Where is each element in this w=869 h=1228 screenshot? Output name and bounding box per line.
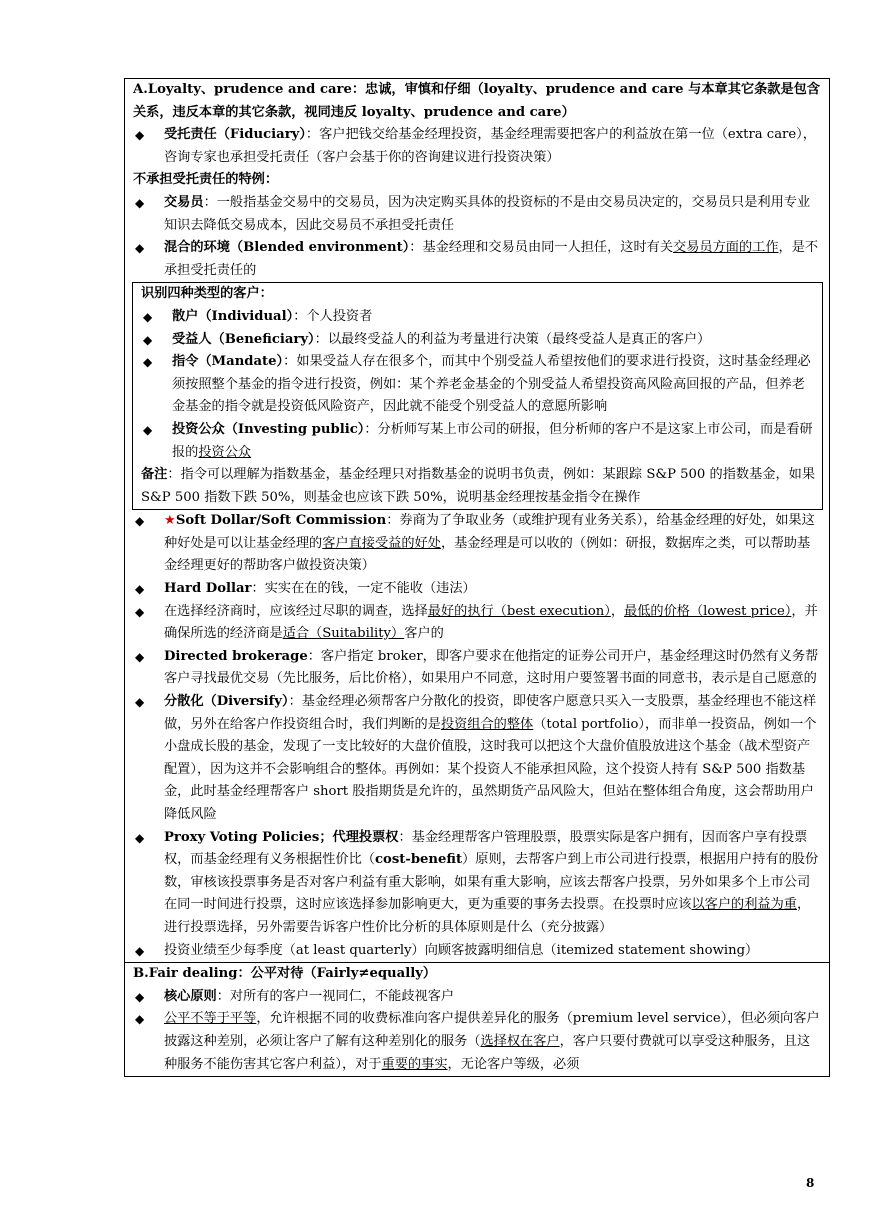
bullet-fiduciary [133, 124, 822, 169]
trader-term: 交易员 [164, 194, 204, 210]
bullet-diamond-icon: ◆ [135, 695, 145, 710]
bullet-fair-not-equal [133, 1008, 822, 1076]
fair-underline: 公平不等于平等 [164, 1011, 257, 1027]
core-text: ：对所有的客户一视同仁，不能歧视客户 [216, 988, 455, 1004]
cost-benefit-term: cost-benefit [375, 852, 463, 868]
choice-underline: 选择权在客户 [480, 1033, 560, 1049]
fiduciary-text: ：客户把钱交给基金经理投资，基金经理需要把客户的利益放在第一位（extra care），咨询专家也承担受托责任（客户会基于你的咨询建议进行投资决策） [164, 127, 816, 165]
soft-dollar-underline: 客户直接受益的好处 [322, 535, 441, 551]
bullet-proxy-voting [133, 827, 822, 940]
diversify-text-end: （total portfolio），而非单一投资品，例如一个小盘成长股的基金，发现了一支比较好的大盘价值股，这时我可以把这个大盘价值股放进这个基金（战术型资产配置），因为这并不会影响组合的整体。再例如：某个投资人不能承担风险，这个投资人持有 S&P 500 指数基金，此时基金经理帮客户 short 股指期货是允许的，虽然期货产品风险大，但站在整体组合角度，这会帮助用户降低风险 [164, 716, 817, 822]
diversify-term: 分散化（Diversify） [164, 694, 289, 710]
mandate-text: ：如果受益人存在很多个，而其中个别受益人希望按他们的要求进行投资，这时基金经理必须按照整个基金的指令进行投资，例如：某个养老金基金的个别受益人希望投资高风险高回报的产品，但养老金基金的指令就是投资低风险资产，因此就不能受个别受益人的意愿所影响 [172, 354, 811, 415]
individual-term: 散户（Individual） [172, 308, 294, 324]
blended-term: 混合的环境（Blended environment） [164, 240, 410, 256]
public-underline: 投资公众 [198, 444, 252, 460]
beneficiary-text: ：以最终受益人的利益为考量进行决策（最终受益人是真正的客户） [314, 331, 711, 347]
bullet-diamond-icon: ◆ [135, 195, 145, 210]
hard-dollar-term: Hard Dollar [164, 581, 252, 597]
note-label: 备注 [141, 467, 168, 483]
blended-text: ：基金经理和交易员由同一人担任，这时有关 [409, 240, 674, 256]
bullet-mandate [141, 351, 816, 419]
disclosure-text: 投资业绩至少每季度（at least quarterly）向顾客披露明细信息（itemized statement showing） [164, 942, 759, 958]
bullet-diamond-icon: ◆ [135, 989, 145, 1004]
client-types-heading: 识别四种类型的客户： [141, 286, 273, 302]
client-types-note [141, 464, 816, 509]
public-term: 投资公众（Investing public） [172, 421, 365, 437]
bullet-diamond-icon: ◆ [143, 309, 153, 324]
core-term: 核心原则 [164, 988, 217, 1004]
section-b-cell [125, 962, 829, 1076]
broker-choice-text-mid: ，并确保所选的经济商是 [164, 603, 818, 642]
proxy-text: ：基金经理帮客户管理股票，股票实际是客户拥有，因而客户享有投票权，而基金经理有义务根据性价比（ [164, 829, 808, 868]
bullet-diamond-icon: ◆ [135, 604, 145, 619]
bullet-diamond-icon: ◆ [135, 1012, 145, 1027]
fair-text-end: ，无论客户等级，必须 [447, 1056, 580, 1072]
fair-text-mid: ，客户只要付费就可以享受这种服务，且这种服务不能伤害其它客户利益），对于 [164, 1033, 811, 1072]
bullet-trader [133, 192, 822, 237]
broker-choice-text: 在选择经济商时，应该经过尽职的调查，选择 [164, 603, 428, 619]
bullet-diamond-icon: ◆ [143, 422, 153, 437]
section-a-heading-line1: A.Loyalty、prudence and care：忠诚，审慎和仔细（loyalty、prudence and care 与本章其它条款是包含 [133, 82, 821, 97]
bullet-hard-dollar [133, 578, 822, 601]
directed-text: ：客户指定 broker，即客户要求在他指定的证券公司开户，基金经理这时仍然有义务帮客户寻找最优交易（先比服务，后比价格），如果用户不同意，这时用户要签署书面的同意书，表示是自己愿意的 [164, 648, 819, 687]
soft-dollar-term: Soft Dollar/Soft Commission [175, 513, 387, 529]
public-text: ：分析师写某上市公司的研报，但分析师的客户不是这家上市公司，而是看研报的 [172, 421, 813, 460]
bullet-diamond-icon: ◆ [135, 943, 145, 958]
lowest-price-underline: 最低的价格（lowest price） [624, 603, 792, 619]
trader-text: ：一般指基金交易中的交易员，因为决定购买具体的投资标的不是由交易员决定的，交易员只是利用专业知识去降低交易成本，因此交易员不承担受托责任 [164, 194, 811, 233]
bullet-blended [133, 237, 822, 282]
mandate-term: 指令（Mandate） [172, 354, 284, 370]
diversify-underline: 投资组合的整体 [440, 716, 534, 732]
bullet-individual [141, 306, 816, 329]
star-icon: ★ [164, 513, 176, 529]
proxy-term: Proxy Voting Policies；代理投票权 [164, 829, 399, 845]
bullet-diamond-icon: ◆ [135, 128, 145, 143]
bullet-broker-choice [133, 601, 822, 646]
soft-dollar-text-end: ，基金经理是可以收的（例如：研报，数据库之类，可以帮助基金经理更好的帮助客户做投资决策） [164, 535, 811, 574]
individual-text: ：个人投资者 [293, 308, 373, 324]
section-b-heading: B.Fair dealing：公平对待（Fairly≠equally） [133, 966, 437, 982]
fair-text: ，允许根据不同的收费标准向客户提供差异化的服务（premium level service），但必须向客户披露这种差别，必须让客户了解有这种差别化的服务（ [164, 1011, 820, 1049]
bullet-diamond-icon: ◆ [135, 241, 145, 256]
blended-underline: 交易员方面的工作 [673, 240, 779, 256]
material-fact-underline: 重要的事实 [381, 1056, 448, 1072]
bullet-investing-public [141, 419, 816, 464]
bullet-diversify [133, 691, 822, 827]
soft-dollar-text: ：券商为了争取业务（或维护现有业务关系），给基金经理的好处，如果这种好处是可以让基金经理的 [164, 513, 815, 551]
section-a-heading [133, 79, 822, 124]
bullet-diamond-icon: ◆ [143, 332, 153, 347]
bullet-core-principle [133, 986, 822, 1009]
bullet-directed-brokerage [133, 646, 822, 691]
bullet-diamond-icon: ◆ [135, 830, 145, 845]
section-a-cell [125, 79, 829, 962]
blended-text-end: ，是不承担受托责任的 [164, 240, 819, 278]
broker-choice-comma: ， [610, 603, 625, 619]
hard-dollar-text: ：实实在在的钱，一定不能收（违法） [251, 581, 476, 597]
bullet-diamond-icon: ◆ [135, 514, 145, 529]
note-text: ：指令可以理解为指数基金，基金经理只对指数基金的说明书负责，例如：某跟踪 S&P 500 的指数基金，如果 S&P 500 指数下跌 50%，则基金也应该下跌 50%，说明基金经理按基金指令在操作 [141, 467, 816, 505]
bullet-diamond-icon: ◆ [135, 649, 145, 664]
bullet-diamond-icon: ◆ [135, 582, 145, 597]
proxy-text-mid: ）原则，去帮客户到上市公司进行投票，根据用户持有的股份数，审核该投票事务是否对客户利益有重大影响，如果有重大影响，应该去帮客户投票，另外如果多个上市公司在同一时间进行投票，这时应该选择参加影响更大，更为重要的事务去投票。在投票时应该 [164, 852, 819, 913]
exceptions-heading: 不承担受托责任的特例： [133, 172, 279, 188]
bullet-soft-dollar [133, 510, 822, 578]
fiduciary-term: 受托责任（Fiduciary） [164, 127, 306, 143]
client-types-box [132, 282, 823, 510]
directed-term: Directed brokerage [164, 648, 308, 664]
page-number: 8 [806, 1176, 815, 1190]
bullet-diamond-icon: ◆ [143, 355, 153, 370]
proxy-text-end: ，进行投票选择，另外需要告诉客户性价比分析的具体原则是什么（充分披露） [164, 897, 811, 935]
broker-choice-text-end: 客户的 [404, 626, 444, 642]
diversify-text: ：基金经理必须帮客户分散化的投资，即使客户愿意只买入一支股票，基金经理也不能这样做，另外在给客户作投资组合时，我们判断的是 [164, 694, 817, 732]
bullet-beneficiary [141, 329, 816, 352]
suitability-underline: 适合（Suitability） [282, 626, 405, 642]
beneficiary-term: 受益人（Beneficiary） [172, 331, 315, 347]
proxy-underline: 以客户的利益为重 [691, 897, 797, 913]
best-execution-underline: 最好的执行（best execution） [427, 603, 611, 619]
bullet-disclosure [133, 940, 822, 963]
section-a-heading-line2: 关系，违反本章的其它条款，视同违反 loyalty、prudence and care） [133, 104, 575, 120]
content-table [124, 78, 830, 1077]
